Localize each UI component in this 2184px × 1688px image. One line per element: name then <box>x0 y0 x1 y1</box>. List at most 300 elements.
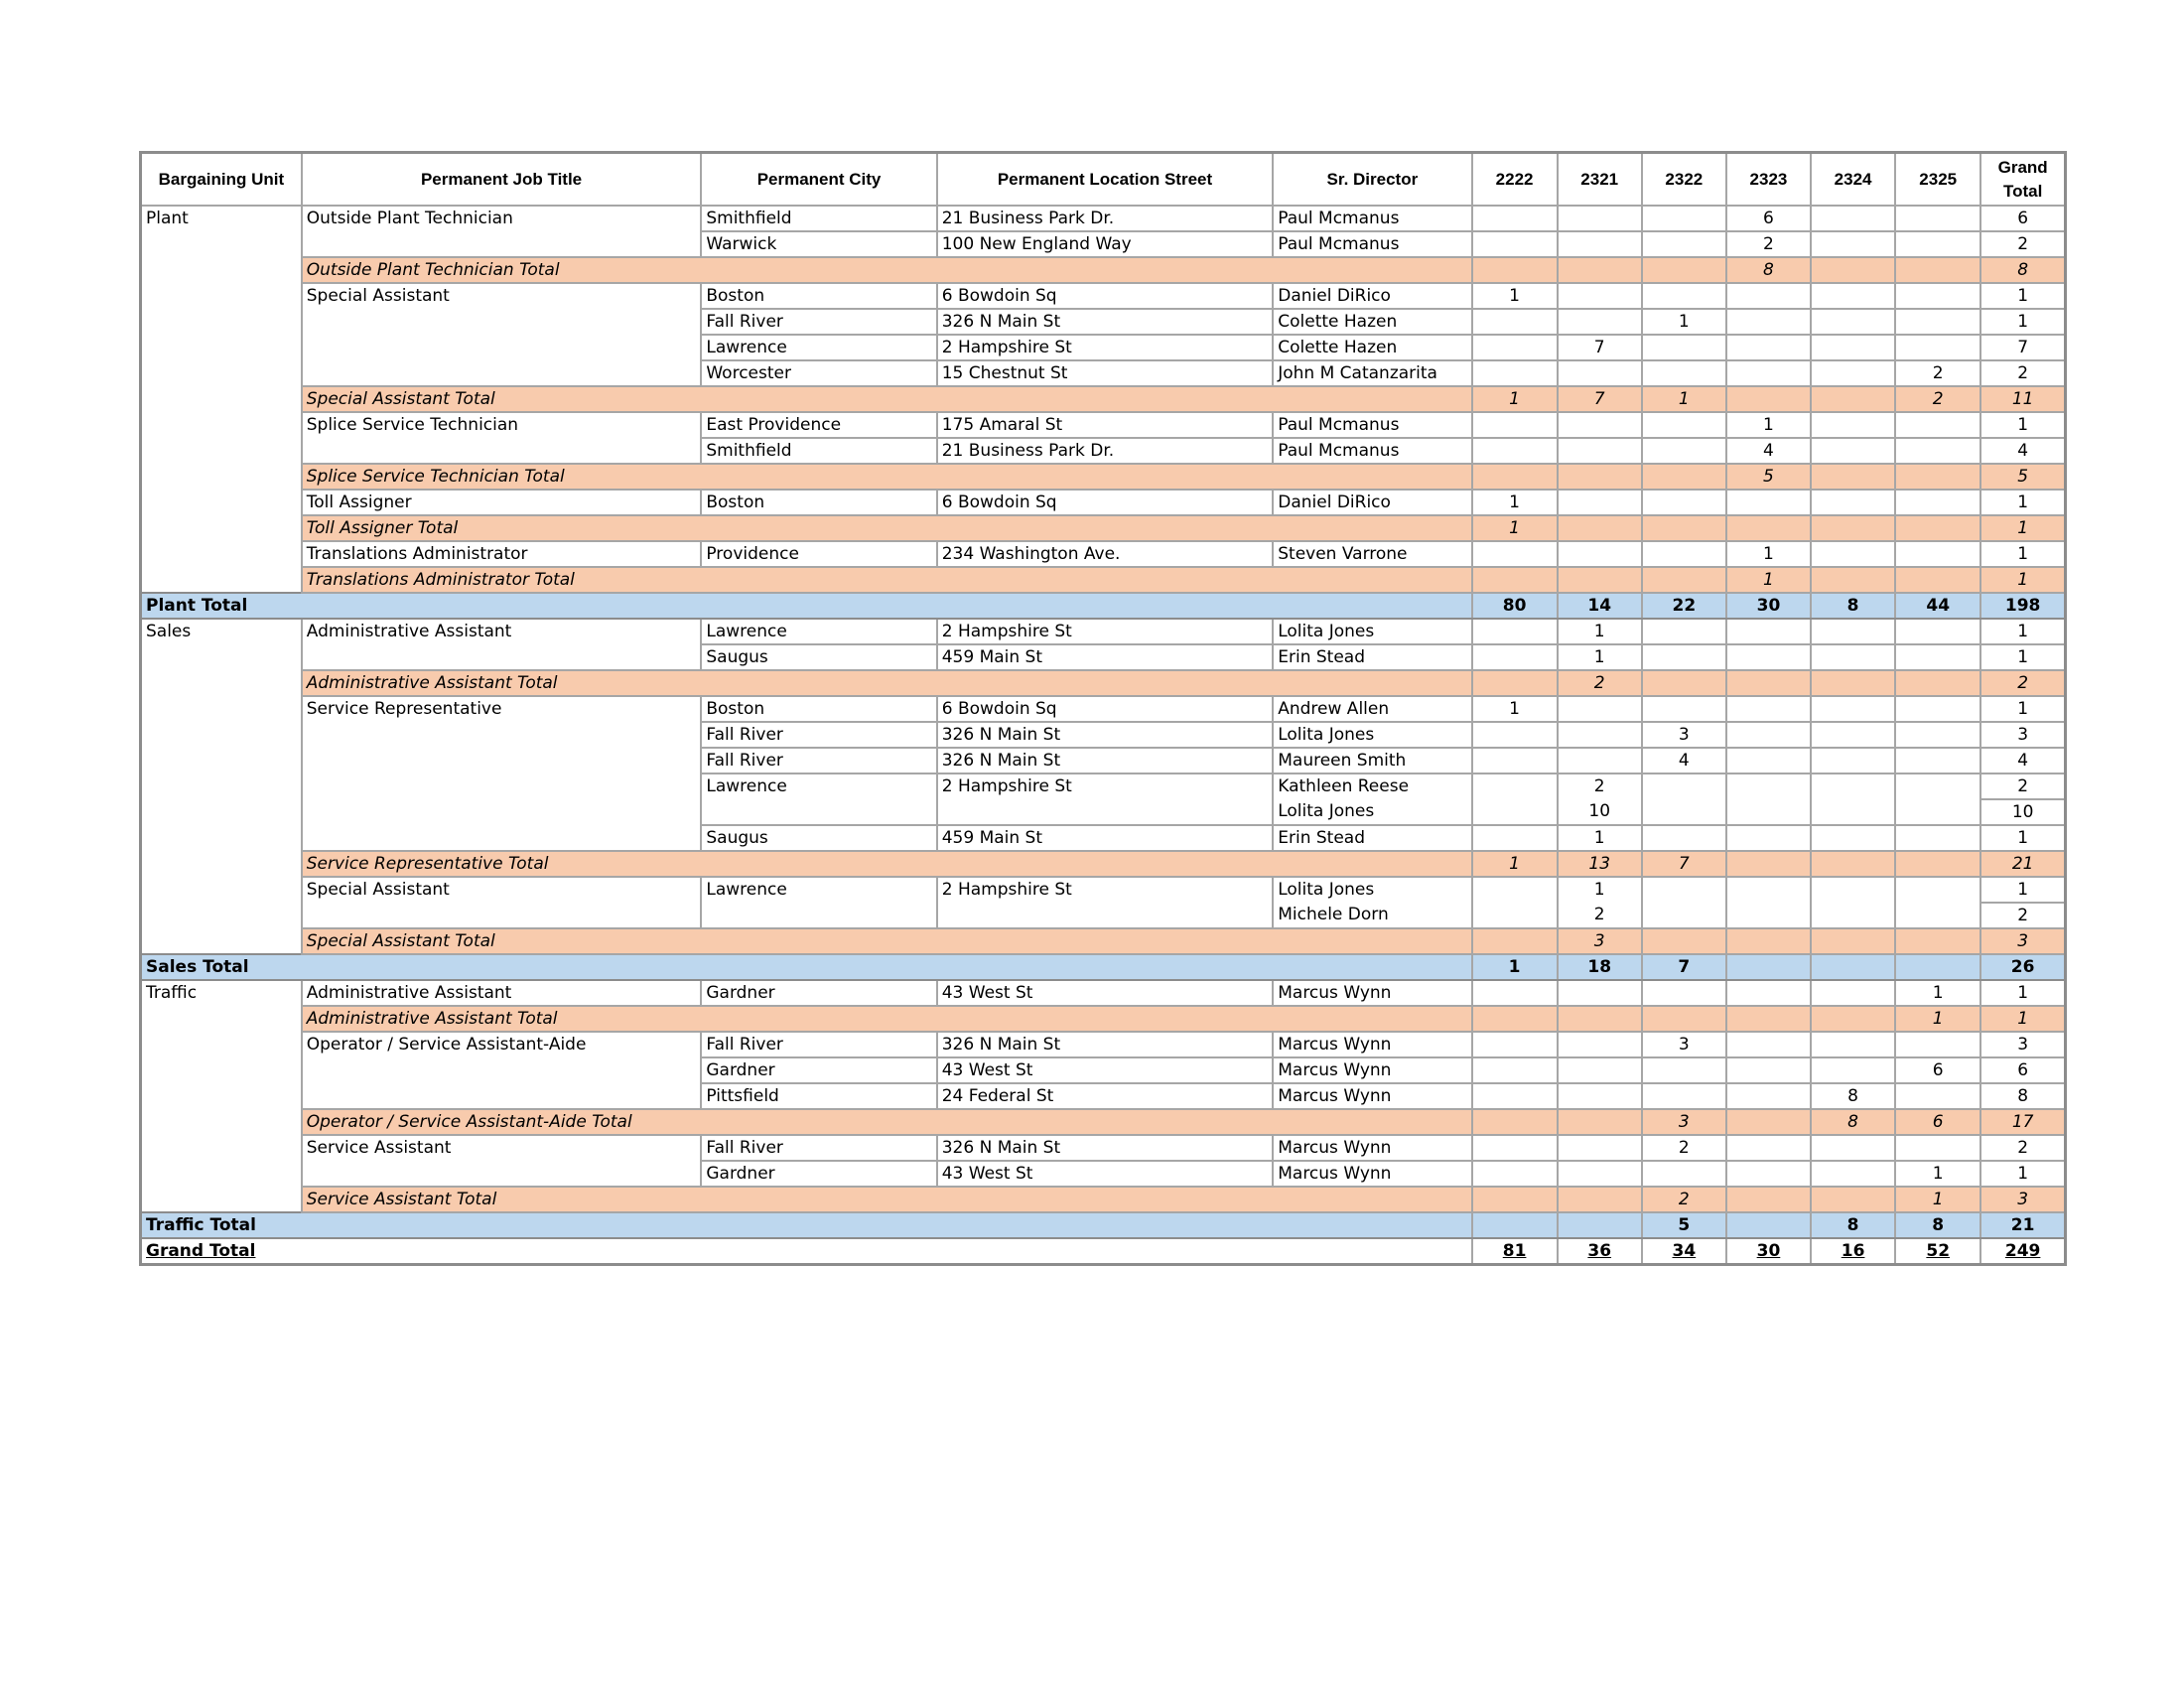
period-value-cell <box>1811 335 1895 360</box>
job-title-cell: Splice Service Technician <box>302 412 702 464</box>
period-value-cell <box>1895 515 1980 541</box>
job-subtotal-row <box>141 1187 2066 1212</box>
period-value-cell: 1 <box>1895 1161 1980 1187</box>
period-value-cell <box>1642 438 1726 464</box>
director-cell: Colette Hazen <box>1273 309 1471 335</box>
period-value-cell <box>1726 386 1811 412</box>
period-value-cell: 1 <box>1726 412 1811 438</box>
street-cell: 2 Hampshire St <box>937 335 1274 360</box>
job-title-cell: Administrative Assistant <box>302 980 702 1006</box>
period-value-cell <box>1558 722 1642 748</box>
job-title-cell: Special Assistant <box>302 877 702 928</box>
city-cell: Smithfield <box>701 438 936 464</box>
grand-total-cell: 2 <box>1980 774 2065 799</box>
grand-total-cell: 3 <box>1980 928 2065 954</box>
period-value-cell: 6 <box>1726 206 1811 231</box>
period-value-cell: 1 <box>1472 954 1558 980</box>
city-cell: Saugus <box>701 644 936 670</box>
grand-total-cell: 6 <box>1980 206 2065 231</box>
street-cell: 326 N Main St <box>937 722 1274 748</box>
period-value-cell <box>1726 799 1811 825</box>
period-value-cell <box>1726 335 1811 360</box>
director-cell: Kathleen Reese <box>1273 774 1471 799</box>
period-value-cell <box>1811 438 1895 464</box>
period-value-cell <box>1726 980 1811 1006</box>
period-value-cell <box>1558 1187 1642 1212</box>
grand-total-cell: 1 <box>1980 541 2065 567</box>
period-value-cell <box>1895 825 1980 851</box>
table-row <box>141 619 2066 644</box>
period-value-cell <box>1811 799 1895 825</box>
period-value-cell <box>1895 335 1980 360</box>
grand-total-cell: 1 <box>1980 490 2065 515</box>
unit-total-label: Sales Total <box>141 954 1472 980</box>
period-value-cell: 3 <box>1642 722 1726 748</box>
period-value-cell <box>1811 619 1895 644</box>
period-value-cell <box>1726 644 1811 670</box>
director-cell: Lolita Jones <box>1273 722 1471 748</box>
period-value-cell <box>1472 644 1558 670</box>
director-cell: Colette Hazen <box>1273 335 1471 360</box>
street-cell: 43 West St <box>937 1161 1274 1187</box>
period-value-cell: 22 <box>1642 593 1726 619</box>
table-row <box>141 877 2066 903</box>
subtotal-label: Toll Assigner Total <box>302 515 1472 541</box>
street-cell: 6 Bowdoin Sq <box>937 283 1274 309</box>
period-value-cell <box>1558 412 1642 438</box>
grand-total-cell: 21 <box>1980 1212 2065 1238</box>
period-value-cell <box>1642 670 1726 696</box>
period-value-cell <box>1472 335 1558 360</box>
period-value-cell <box>1558 257 1642 283</box>
city-cell: Lawrence <box>701 774 936 825</box>
period-value-cell <box>1726 1032 1811 1057</box>
city-cell: Warwick <box>701 231 936 257</box>
period-value-cell: 1 <box>1472 283 1558 309</box>
period-value-cell <box>1726 877 1811 903</box>
period-value-cell <box>1642 1006 1726 1032</box>
period-value-cell: 30 <box>1726 593 1811 619</box>
street-cell: 24 Federal St <box>937 1083 1274 1109</box>
period-value-cell <box>1895 309 1980 335</box>
period-value-cell <box>1895 1083 1980 1109</box>
header-director: Sr. Director <box>1273 153 1471 207</box>
period-value-cell <box>1558 309 1642 335</box>
grand-total-cell: 3 <box>1980 1032 2065 1057</box>
period-value-cell <box>1642 619 1726 644</box>
subtotal-label: Administrative Assistant Total <box>302 670 1472 696</box>
period-value-cell: 8 <box>1726 257 1811 283</box>
period-value-cell <box>1642 567 1726 593</box>
period-value-cell <box>1558 438 1642 464</box>
period-value-cell: 7 <box>1558 386 1642 412</box>
grand-total-cell: 1 <box>1980 696 2065 722</box>
period-value-cell: 8 <box>1811 593 1895 619</box>
grand-total-row <box>141 1238 2066 1265</box>
period-value-cell: 1 <box>1895 980 1980 1006</box>
grand-total-cell: 198 <box>1980 593 2065 619</box>
period-value-cell <box>1472 799 1558 825</box>
grand-total-cell: 249 <box>1980 1238 2065 1265</box>
period-value-cell <box>1726 928 1811 954</box>
street-cell: 326 N Main St <box>937 309 1274 335</box>
period-value-cell <box>1726 1006 1811 1032</box>
table-row <box>141 412 2066 438</box>
city-cell: Providence <box>701 541 936 567</box>
period-value-cell <box>1472 670 1558 696</box>
city-cell: Fall River <box>701 1135 936 1161</box>
subtotal-label: Special Assistant Total <box>302 928 1472 954</box>
period-value-cell <box>1811 1006 1895 1032</box>
job-subtotal-row <box>141 928 2066 954</box>
period-value-cell: 2 <box>1726 231 1811 257</box>
period-value-cell: 6 <box>1895 1057 1980 1083</box>
job-subtotal-row <box>141 1109 2066 1135</box>
period-value-cell <box>1558 283 1642 309</box>
period-value-cell <box>1472 438 1558 464</box>
period-value-cell <box>1642 1161 1726 1187</box>
period-value-cell: 1 <box>1642 386 1726 412</box>
period-value-cell: 2 <box>1558 903 1642 928</box>
period-value-cell: 7 <box>1642 851 1726 877</box>
grand-total-cell: 5 <box>1980 464 2065 490</box>
period-value-cell: 1 <box>1558 877 1642 903</box>
period-value-cell: 36 <box>1558 1238 1642 1265</box>
period-value-cell <box>1811 490 1895 515</box>
period-value-cell <box>1642 541 1726 567</box>
director-cell: Erin Stead <box>1273 644 1471 670</box>
grand-total-cell: 1 <box>1980 283 2065 309</box>
grand-total-cell: 1 <box>1980 1161 2065 1187</box>
job-title-cell: Special Assistant <box>302 283 702 386</box>
period-value-cell <box>1811 360 1895 386</box>
period-value-cell <box>1726 774 1811 799</box>
period-value-cell <box>1726 515 1811 541</box>
period-value-cell <box>1895 851 1980 877</box>
grand-total-cell: 10 <box>1980 799 2065 825</box>
subtotal-label: Service Assistant Total <box>302 1187 1472 1212</box>
period-value-cell <box>1642 206 1726 231</box>
period-value-cell <box>1811 1057 1895 1083</box>
period-value-cell <box>1642 335 1726 360</box>
period-value-cell <box>1558 231 1642 257</box>
period-value-cell <box>1811 386 1895 412</box>
period-value-cell <box>1726 1161 1811 1187</box>
period-value-cell <box>1472 1006 1558 1032</box>
period-value-cell: 8 <box>1811 1109 1895 1135</box>
street-cell: 100 New England Way <box>937 231 1274 257</box>
period-value-cell <box>1558 206 1642 231</box>
period-value-cell <box>1811 774 1895 799</box>
period-value-cell: 4 <box>1642 748 1726 774</box>
period-value-cell: 4 <box>1726 438 1811 464</box>
period-value-cell <box>1558 1135 1642 1161</box>
subtotal-label: Outside Plant Technician Total <box>302 257 1472 283</box>
street-cell: 43 West St <box>937 1057 1274 1083</box>
header-city: Permanent City <box>701 153 936 207</box>
period-value-cell <box>1558 1212 1642 1238</box>
period-value-cell: 1 <box>1726 567 1811 593</box>
period-value-cell <box>1895 748 1980 774</box>
period-value-cell: 6 <box>1895 1109 1980 1135</box>
header-row <box>141 153 2066 207</box>
period-value-cell <box>1895 696 1980 722</box>
period-value-cell <box>1895 1135 1980 1161</box>
job-title-cell: Toll Assigner <box>302 490 702 515</box>
period-value-cell: 1 <box>1472 515 1558 541</box>
grand-total-cell: 17 <box>1980 1109 2065 1135</box>
unit-total-row <box>141 593 2066 619</box>
period-value-cell <box>1726 309 1811 335</box>
period-value-cell: 13 <box>1558 851 1642 877</box>
period-value-cell <box>1558 1083 1642 1109</box>
grand-total-cell: 1 <box>1980 619 2065 644</box>
grand-total-cell: 2 <box>1980 670 2065 696</box>
director-cell: Michele Dorn <box>1273 903 1471 928</box>
period-value-cell <box>1895 619 1980 644</box>
street-cell: 326 N Main St <box>937 1032 1274 1057</box>
period-value-cell <box>1895 1032 1980 1057</box>
period-value-cell <box>1558 360 1642 386</box>
period-value-cell <box>1472 309 1558 335</box>
job-title-cell: Operator / Service Assistant-Aide <box>302 1032 702 1109</box>
table-row <box>141 541 2066 567</box>
period-value-cell <box>1472 1109 1558 1135</box>
period-value-cell: 1 <box>1558 619 1642 644</box>
period-value-cell <box>1472 1187 1558 1212</box>
city-cell: Gardner <box>701 980 936 1006</box>
period-value-cell <box>1726 360 1811 386</box>
period-value-cell: 52 <box>1895 1238 1980 1265</box>
period-value-cell <box>1472 1161 1558 1187</box>
grand-total-cell: 1 <box>1980 412 2065 438</box>
job-subtotal-row <box>141 515 2066 541</box>
grand-total-cell: 2 <box>1980 1135 2065 1161</box>
period-value-cell <box>1811 412 1895 438</box>
period-value-cell <box>1895 283 1980 309</box>
period-value-cell <box>1558 567 1642 593</box>
period-value-cell <box>1895 928 1980 954</box>
period-value-cell: 1 <box>1472 386 1558 412</box>
period-value-cell <box>1726 851 1811 877</box>
period-value-cell <box>1472 1032 1558 1057</box>
period-value-cell: 18 <box>1558 954 1642 980</box>
period-value-cell <box>1642 515 1726 541</box>
header-period: 2324 <box>1811 153 1895 207</box>
header-grand-total: Grand Total <box>1980 153 2065 207</box>
period-value-cell <box>1558 748 1642 774</box>
header-job-title: Permanent Job Title <box>302 153 702 207</box>
period-value-cell <box>1895 954 1980 980</box>
director-cell: Marcus Wynn <box>1273 1057 1471 1083</box>
grand-total-cell: 2 <box>1980 231 2065 257</box>
street-cell: 459 Main St <box>937 825 1274 851</box>
period-value-cell <box>1895 722 1980 748</box>
table-body <box>141 206 2066 1265</box>
period-value-cell <box>1472 980 1558 1006</box>
period-value-cell: 5 <box>1642 1212 1726 1238</box>
street-cell: 459 Main St <box>937 644 1274 670</box>
period-value-cell <box>1811 309 1895 335</box>
header-period: 2322 <box>1642 153 1726 207</box>
period-value-cell: 2 <box>1895 360 1980 386</box>
grand-total-cell: 2 <box>1980 360 2065 386</box>
city-cell: Boston <box>701 696 936 722</box>
grand-total-cell: 1 <box>1980 877 2065 903</box>
period-value-cell <box>1895 799 1980 825</box>
director-cell: Maureen Smith <box>1273 748 1471 774</box>
period-value-cell <box>1895 644 1980 670</box>
city-cell: East Providence <box>701 412 936 438</box>
period-value-cell <box>1472 464 1558 490</box>
period-value-cell <box>1726 670 1811 696</box>
period-value-cell <box>1472 1057 1558 1083</box>
grand-total-cell: 11 <box>1980 386 2065 412</box>
street-cell: 15 Chestnut St <box>937 360 1274 386</box>
street-cell: 6 Bowdoin Sq <box>937 490 1274 515</box>
director-cell: Lolita Jones <box>1273 799 1471 825</box>
director-cell: Daniel DiRico <box>1273 283 1471 309</box>
grand-total-cell: 8 <box>1980 1083 2065 1109</box>
headcount-table <box>139 151 2067 1266</box>
period-value-cell <box>1472 1135 1558 1161</box>
period-value-cell <box>1811 851 1895 877</box>
period-value-cell <box>1895 464 1980 490</box>
period-value-cell <box>1472 257 1558 283</box>
period-value-cell <box>1811 231 1895 257</box>
period-value-cell: 3 <box>1558 928 1642 954</box>
header-period: 2222 <box>1472 153 1558 207</box>
period-value-cell <box>1472 206 1558 231</box>
period-value-cell: 80 <box>1472 593 1558 619</box>
street-cell: 326 N Main St <box>937 1135 1274 1161</box>
job-subtotal-row <box>141 851 2066 877</box>
period-value-cell <box>1726 722 1811 748</box>
period-value-cell <box>1811 257 1895 283</box>
city-cell: Worcester <box>701 360 936 386</box>
period-value-cell: 30 <box>1726 1238 1811 1265</box>
table-row <box>141 1135 2066 1161</box>
period-value-cell: 8 <box>1895 1212 1980 1238</box>
period-value-cell: 1 <box>1895 1187 1980 1212</box>
grand-total-cell: 26 <box>1980 954 2065 980</box>
table-row <box>141 980 2066 1006</box>
period-value-cell <box>1726 283 1811 309</box>
period-value-cell <box>1726 1135 1811 1161</box>
period-value-cell <box>1811 670 1895 696</box>
period-value-cell: 14 <box>1558 593 1642 619</box>
period-value-cell <box>1558 1161 1642 1187</box>
street-cell: 21 Business Park Dr. <box>937 206 1274 231</box>
period-value-cell: 1 <box>1726 541 1811 567</box>
period-value-cell <box>1642 928 1726 954</box>
period-value-cell <box>1726 619 1811 644</box>
period-value-cell <box>1811 541 1895 567</box>
period-value-cell <box>1642 360 1726 386</box>
period-value-cell <box>1811 954 1895 980</box>
period-value-cell <box>1642 799 1726 825</box>
grand-total-cell: 1 <box>1980 567 2065 593</box>
period-value-cell <box>1642 490 1726 515</box>
period-value-cell: 1 <box>1642 309 1726 335</box>
grand-total-label: Grand Total <box>141 1238 1472 1265</box>
period-value-cell <box>1642 774 1726 799</box>
bargaining-unit-cell: Sales <box>141 619 302 954</box>
period-value-cell <box>1472 748 1558 774</box>
period-value-cell: 2 <box>1558 670 1642 696</box>
period-value-cell <box>1642 877 1726 903</box>
period-value-cell <box>1642 464 1726 490</box>
period-value-cell <box>1811 825 1895 851</box>
grand-total-cell: 4 <box>1980 748 2065 774</box>
period-value-cell <box>1642 1083 1726 1109</box>
period-value-cell <box>1726 1057 1811 1083</box>
city-cell: Pittsfield <box>701 1083 936 1109</box>
director-cell: Paul Mcmanus <box>1273 412 1471 438</box>
period-value-cell <box>1472 1083 1558 1109</box>
table-row <box>141 283 2066 309</box>
period-value-cell <box>1811 644 1895 670</box>
period-value-cell <box>1726 903 1811 928</box>
street-cell: 2 Hampshire St <box>937 619 1274 644</box>
job-title-cell: Service Assistant <box>302 1135 702 1187</box>
director-cell: Marcus Wynn <box>1273 1083 1471 1109</box>
grand-total-cell: 1 <box>1980 980 2065 1006</box>
period-value-cell <box>1895 877 1980 903</box>
grand-total-cell: 3 <box>1980 1187 2065 1212</box>
period-value-cell <box>1726 1212 1811 1238</box>
period-value-cell <box>1642 1057 1726 1083</box>
director-cell: Marcus Wynn <box>1273 1032 1471 1057</box>
period-value-cell <box>1895 774 1980 799</box>
period-value-cell <box>1642 412 1726 438</box>
city-cell: Smithfield <box>701 206 936 231</box>
period-value-cell <box>1558 696 1642 722</box>
table-row <box>141 490 2066 515</box>
period-value-cell <box>1642 903 1726 928</box>
period-value-cell <box>1811 928 1895 954</box>
grand-total-cell: 1 <box>1980 1006 2065 1032</box>
director-cell: Marcus Wynn <box>1273 1135 1471 1161</box>
city-cell: Fall River <box>701 722 936 748</box>
period-value-cell: 1 <box>1558 825 1642 851</box>
period-value-cell <box>1472 1212 1558 1238</box>
period-value-cell <box>1642 696 1726 722</box>
street-cell: 234 Washington Ave. <box>937 541 1274 567</box>
grand-total-cell: 1 <box>1980 515 2065 541</box>
city-cell: Boston <box>701 283 936 309</box>
table-row <box>141 206 2066 231</box>
period-value-cell: 2 <box>1642 1135 1726 1161</box>
city-cell: Boston <box>701 490 936 515</box>
director-cell: Marcus Wynn <box>1273 1161 1471 1187</box>
grand-total-cell: 2 <box>1980 903 2065 928</box>
period-value-cell <box>1726 1083 1811 1109</box>
period-value-cell <box>1895 438 1980 464</box>
header-street: Permanent Location Street <box>937 153 1274 207</box>
period-value-cell <box>1472 928 1558 954</box>
period-value-cell <box>1472 825 1558 851</box>
subtotal-label: Operator / Service Assistant-Aide Total <box>302 1109 1472 1135</box>
period-value-cell <box>1558 1109 1642 1135</box>
period-value-cell <box>1558 490 1642 515</box>
period-value-cell <box>1472 877 1558 903</box>
street-cell: 43 West St <box>937 980 1274 1006</box>
period-value-cell: 1 <box>1472 490 1558 515</box>
subtotal-label: Splice Service Technician Total <box>302 464 1472 490</box>
director-cell: Lolita Jones <box>1273 619 1471 644</box>
director-cell: Paul Mcmanus <box>1273 206 1471 231</box>
